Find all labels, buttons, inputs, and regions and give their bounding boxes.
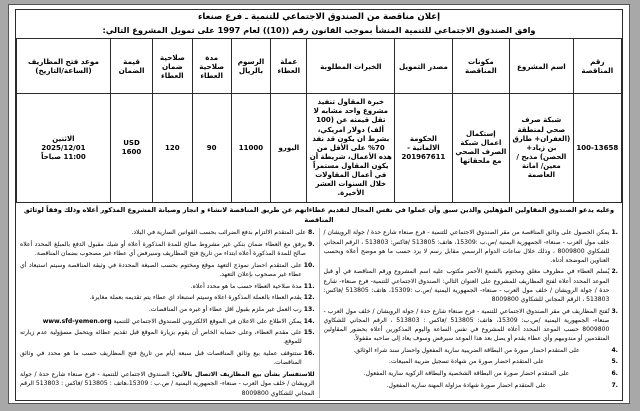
condition-text: على المتقدم احضار صورة شهادة مزاولة المهنة سارية المفعول. [386, 381, 547, 389]
col-header-envelope-opening: موعد فتح المظاريف (الساعة/التاريخ) [17, 39, 111, 94]
col-header-bid-currency: عملة العطاء [271, 39, 307, 94]
cell-bid-validity: 90 [192, 94, 231, 203]
condition-index: 13. [303, 305, 315, 313]
announcement-title: إعلان مناقصة من الصندوق الاجتماعي للتنمية ـ فرع صنعاء [197, 12, 441, 22]
guarantee-currency: USD [123, 139, 140, 148]
condition-text: على المتقدم الالتزام بدفع الضرائب بحسب القوانين السارية في البلاد. [131, 229, 306, 237]
condition-index: 14. [303, 317, 315, 325]
opening-time: 11:00 صباحاً [41, 152, 86, 161]
cell-envelope-opening [17, 94, 111, 203]
condition-index: 16. [303, 349, 315, 357]
condition-item [324, 381, 619, 390]
condition-item [20, 282, 315, 291]
opening-day: الاثنين [52, 134, 75, 143]
cell-funding-source [395, 94, 452, 203]
condition-text: يُسلم العطاء في مظروف مغلق ومختوم بالشمع الأحمر مكتوب عليه اسم المشروع ورقم المناقصة في أو قبل الموعد المحدد أعلاه لفتح المظاريف للمشروع على العنوان التالي: الصندوق الاجتماعي للتنمية- فرع صنعاء- شارع حدة / جولة الرويشان / خلف مول العرب - صنعاء- الجمهورية اليمنية /ص.ب :15309، هاتف: 513805 /فاكس: 513803 ، الرقم المجاني للشكاوي 8009800 [323, 268, 610, 303]
condition-item-website [20, 317, 315, 326]
cell-guarantee-validity: 120 [153, 94, 192, 203]
contact-details: الصندوق الاجتماعي للتنمية - فرع صنعاء شارع حدة / جولة الرويشان / خلف مول العرب - صنعاء- الجمهورية اليمنية / ص.ب : 15309،هاتف : 513805 /فاكس : 513803 الرقم المجاني للشكاوي 8009800 [20, 371, 315, 397]
condition-text: يمكن الحصول على وثائق المناقصة من مقر الصندوق الاجتماعي للتنمية - فرع صنعاء شارع حدة / جولة الرويشان / خلف مول العرب - صنعاء- الجمهورية اليمنية /ص.ب :15309، هاتف: 513805 /فاكس: 513803 ، الرقم المجاني للشكاوي 8009800 ، وذلك خلال ساعات الدوام الرسمي مقابل رسم لا يرد حسب ما هو موضح أعلاه وبحسب العناوين الموضحة أدناه. [323, 229, 610, 264]
cell-fees: 11000 [231, 94, 270, 203]
funding-source-code: 201967611 [401, 152, 446, 161]
col-header-components: مكونات المناقصة [452, 39, 509, 94]
col-header-guarantee-value: قيمة الضمان [110, 39, 152, 94]
opening-date: 2025/12/01 [41, 143, 86, 152]
condition-item [20, 293, 315, 302]
cell-bid-currency: اليورو [271, 94, 307, 203]
condition-index: 11. [303, 282, 315, 290]
condition-item [324, 369, 619, 378]
funding-source-name: الحكومة الالمانية - [407, 134, 440, 152]
condition-index: 3. [611, 307, 618, 315]
cell-guarantee-value [110, 94, 152, 203]
col-header-guarantee-validity: صلاحية ضمان العطاء [153, 39, 192, 94]
announcement-header [16, 10, 622, 39]
guarantee-amount: 1600 [121, 148, 142, 157]
condition-text: يقدم العطاء بالعملة المذكورة اعلاه وسيتم استبعاد اي عطاء يتم تقديمه بعملة مغايرة. [89, 294, 302, 302]
condition-text: على المتقدم احضار صورة من البطاقة الضريبية سارية المفعول واحضار سند شراء الوثائق. [353, 346, 580, 354]
condition-index: 7. [611, 381, 618, 389]
condition-item [324, 357, 619, 366]
col-header-funding-source: مصدر التمويل [395, 39, 452, 94]
conditions-container [16, 227, 622, 399]
cell-required-experience: خبرة المقاول تنفيذ مشروع واحد مشابه لا تقل قيمته عن (100 ألف) دولار امريكي، بشرط ان يكون قد نفذ 70% على الأقل من هذه الأعمال، شريطة أن يكون المقاول مستمراً في أعمال المقاولات خلال السنوات العشر الأخيرة. [307, 94, 395, 203]
col-header-fees: الرسوم بالريال [231, 39, 270, 94]
contact-block [20, 370, 315, 397]
col-header-tender-no: رقم المناقصة [573, 39, 621, 94]
condition-index: 9. [307, 241, 315, 249]
condition-text: على المتقدم احضار صورة من البطاقة الشخصية والبطاقة الزكوية سارية المفعول. [363, 369, 570, 377]
condition-text: مدة صلاحية العطاء حسب ما هو محدد أعلاه. [190, 282, 302, 290]
condition-text: ستتوقف عملية بيع وثائق المناقصات قبل سبعة أيام من تاريخ فتح المظاريف حسب ما هو محدد في وثائق المناقصات. [20, 349, 302, 367]
condition-text: على المتقدم احضار نموذج التعهد موقع ومختوم بحسب الصيغة المحددة في وثيقة المناقصة وسيتم استبعاد أي عطاء غير مصحوب بإعلان التعهد. [20, 261, 302, 278]
condition-index: 15. [303, 329, 315, 337]
conditions-column-right [324, 228, 619, 397]
condition-item [20, 349, 315, 367]
condition-text: يرفق مع العطاء ضمان بنكي غير مشروط صالح للمدة المذكورة أعلاه أو شيك مقبول الدفع بالمبلغ المحدد أعلاه صالح للمدة المذكورة أعلاه ابتداء من تاريخ فتح المظاريف وسيرفض أي عطاء غير مصحوب بضمان المناقصة. [20, 241, 306, 258]
condition-item [324, 307, 619, 344]
cell-project-name: شبكة صرف صحي لمنطقة (الغفران+ طارق بن زياد+ الحصن) مذبح / معين/ امانة العاصمة [510, 94, 574, 203]
conditions-column-left [20, 228, 315, 397]
condition-item [20, 328, 315, 346]
condition-item [324, 346, 619, 355]
announcement-subtitle: وافق الصندوق الاجتماعي للتنمية المنشأ بموجب القانون رقم ((10)) لعام 1997 على تمويل المشروع التالي: [102, 24, 536, 35]
condition-index: 5. [611, 358, 618, 366]
condition-text: على المتقدم احضار صورة من شهادة تسجيل ضريبة المبيعات. [389, 358, 544, 366]
condition-item [324, 228, 619, 265]
col-header-project-name: اسم المشروع [510, 39, 574, 94]
website-link[interactable]: www.sfd-yemen.org [42, 317, 112, 325]
condition-index: 10. [303, 261, 315, 269]
condition-index: 2. [611, 268, 618, 276]
condition-item [20, 261, 315, 279]
contact-prefix: للاستفسار بشأن بيع المظاريف الاتصال بالآتي: [172, 371, 315, 379]
condition-item [20, 228, 315, 237]
table-row [17, 94, 622, 203]
column-divider [319, 228, 320, 397]
tender-table [16, 39, 622, 203]
cell-tender-no: 100-13658 [573, 94, 621, 203]
condition-item [324, 267, 619, 304]
cell-components: إستكمال اعمال شبكة الصرف الصحي مع ملحقاتها [452, 94, 509, 203]
condition-text: على مقدم العطاء، وعلى حسابه الخاص أن يقوم بزيارة الموقع قبل تقديم عطائه ويتحمل مسؤولية عدم زيارته للموقع. [20, 329, 302, 346]
condition-index: 1. [611, 229, 618, 237]
document-frame [15, 9, 623, 401]
condition-item [20, 305, 315, 314]
table-header-row [17, 39, 622, 94]
col-header-bid-validity: مدة صلاحية العطاء [192, 39, 231, 94]
condition-text: رب العمل غير ملزم بقبول اقل عطاء أو غيره من المناقصات. [148, 305, 302, 313]
invitation-notice: وعليه يدعو الصندوق المقاولين المؤهلين والذين سبق وأن عملوا في نفس المجال لتقديم عطاءاتهم عن طريق المناقصة لانشاء و انجاز وصيانة المشروع المذكور أعلاه وذلك وفقاً لوثائق المناقصة [23, 206, 615, 224]
condition-index: 8. [307, 229, 315, 237]
condition-item [20, 240, 315, 258]
condition-text [20, 317, 302, 326]
document-page [8, 4, 630, 404]
condition-index: 4. [611, 346, 618, 354]
condition-text: تُفتح المظاريف في مقر الصندوق الاجتماعي للتنمية - فرع صنعاء شارع حدة / جولة الرويشان / خلف مول العرب - صنعاء- الجمهورية اليمنية /ص.ب: 15309، هاتف: 513805 /فاكس : 513803 ، الرقم المجاني للشكاوي 8009800 حسب الموعد المحدد أعلاه للمشروع في نفس الساعة واليوم المذكورين أعلاه بحضور المقاولين المتقدمين أو مندوبيهم وأي عطاء يقدم أو يصل بعد هذا الموعد سيرفض وسوف يعاد إلى صاحبه مقفولاً. [323, 307, 610, 342]
col-header-required-experience: الخبرات المطلوبة [307, 39, 395, 94]
condition-index: 6. [611, 369, 618, 377]
condition-index: 12. [303, 294, 315, 302]
condition-text-body: يمكن الاطلاع على الاعلان في الموقع الالكتروني للصندوق الاجتماعي للتنمية [113, 317, 302, 325]
